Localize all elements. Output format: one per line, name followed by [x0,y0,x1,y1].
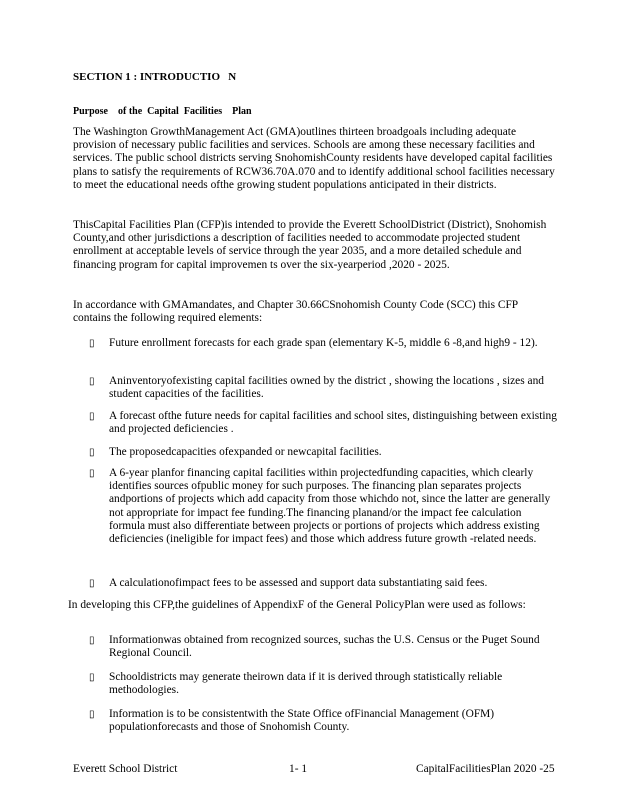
bullet-icon: ▯ [89,672,95,683]
bullet-icon: ▯ [89,338,95,349]
paragraph-required-elements: In accordance with GMAmandates, and Chapter 30.66CSnohomish County Code (SCC) this CFP contains the following required elements: [73,299,518,325]
bullet-icon: ▯ [89,709,95,720]
footer-document-title: CapitalFacilitiesPlan 2020 -25 [416,763,555,775]
list-item-text: The proposedcapacities ofexpanded or newcapital facilities. [109,446,382,458]
bullet-icon: ▯ [89,635,95,646]
list-item-text: Schooldistricts may generate theirown data if it is derived through statistically reliable methodologies. [109,671,503,697]
paragraph-guidelines: In developing this CFP,the guidelines of AppendixF of the General PolicyPlan were used as follows: [68,599,526,611]
bullet-icon: ▯ [89,411,95,422]
subsection-heading: Purpose of the Capital Facilities Plan [73,106,252,117]
list-item-text: Aninventoryofexisting capital facilities owned by the district , showing the locations , sizes and student capacities of the facilities. [109,375,544,401]
paragraph-gma: The Washington GrowthManagement Act (GMA)outlines thirteen broadgoals including adequate provision of necessary public facilities and services. Schools are among these necessary facilities and services. The public school districts serving SnohomishCounty residents have developed capital facilities plans to satisfy the requirements of RCW36.70A.070 and to identify additional school facilities necessary to meet the educational needs ofthe growing student populations anticipated in their districts. [73,126,555,191]
list-item-text: A calculationofimpact fees to be assessed and support data substantiating said fees. [109,577,488,589]
bullet-icon: ▯ [89,447,95,458]
paragraph-cfp-intent: ThisCapital Facilities Plan (CFP)is intended to provide the Everett SchoolDistrict (District), Snohomish County,and other jurisdictions a description of facilities needed to accommodate projected student enrollment at acceptable levels of service through the year 2035, and a more detailed schedule and financing program for capital improvemen ts over the six-yearperiod ,2020 - 2025. [73,219,547,271]
footer-page-number: 1- 1 [289,763,308,775]
footer-district: Everett School District [73,763,178,775]
bullet-icon: ▯ [89,578,95,589]
section-heading: SECTION 1 : INTRODUCTIO N [73,71,237,83]
list-item-text: A 6-year planfor financing capital facilities within projectedfunding capacities, which clearly identifies sources ofpublic money for such purposes. The financing plan separates projects andportions of projects which add capacity from those whichdo not, since the latter are generally not appropriate for impact fee funding.The financing planand/or the impact fee calculation formula must also differentiate between projects or portions of projects which address existing deficiencies (ineligible for impact fees) and those which address future growth -related needs. [109,467,551,546]
list-item-text: Informationwas obtained from recognized sources, suchas the U.S. Census or the Puget Sound Regional Council. [109,634,540,660]
list-item-text: Information is to be consistentwith the State Office ofFinancial Management (OFM) populationforecasts and those of Snohomish County. [109,708,495,734]
bullet-icon: ▯ [89,376,95,387]
list-item-text: A forecast ofthe future needs for capital facilities and school sites, distinguishing between existing and projected deficiencies . [109,410,557,436]
bullet-icon: ▯ [89,468,95,479]
list-item-text: Future enrollment forecasts for each grade span (elementary K-5, middle 6 -8,and high9 - 12). [109,337,538,349]
